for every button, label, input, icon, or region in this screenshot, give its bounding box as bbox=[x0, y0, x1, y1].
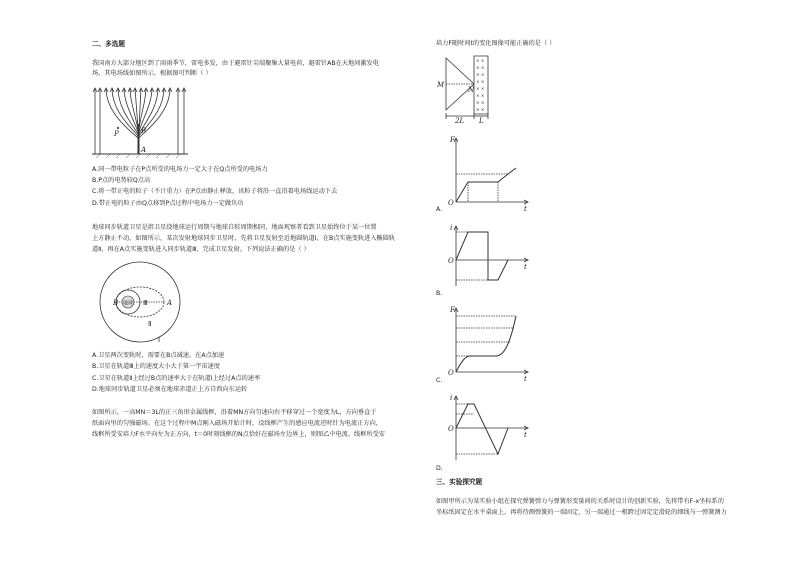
q3-graph-a bbox=[446, 134, 530, 213]
section-heading-multiple-choice: 二、多选题 bbox=[92, 40, 125, 48]
svg-text:× ×: × × bbox=[476, 100, 485, 105]
graph-b-origin: O bbox=[448, 257, 454, 265]
q1-option-d: D.带正电的粒子由Q点移到P点过程中电场力一定做负功 bbox=[92, 200, 244, 207]
q2-option-c: C.卫星在轨道Ⅱ上经过B点的速率大于在轨道Ⅰ上经过A点的速率 bbox=[92, 375, 261, 382]
svg-text:× ×: × × bbox=[476, 93, 485, 98]
q2-stem-line-3: 道Ⅱ，再在A点实施变轨进入同步轨道Ⅲ，完成卫星发射。下列说法正确的是（ ） bbox=[92, 246, 310, 253]
q2-label-earth: 地球 bbox=[123, 300, 134, 307]
graph-a-yaxis: F bbox=[450, 136, 455, 144]
q1-label-B: B bbox=[141, 127, 147, 135]
q1-option-a: A.同一带电粒子在P点所受的电场力一定大于在Q点所受的电场力 bbox=[92, 166, 268, 173]
q2-option-b: B.卫星在轨道Ⅲ上的速度大小大于第一宇宙速度 bbox=[92, 363, 221, 370]
q3-stem-line-2: 纸面向里的匀强磁场。在这个过程中M点刚入磁场开始计时，设线框产生的感应电流逆时针为电流正方向， bbox=[92, 420, 382, 427]
q3-triangle-field-figure bbox=[436, 54, 496, 124]
q3-graph-c bbox=[446, 304, 530, 383]
q2-label-orbit-II: Ⅱ bbox=[148, 320, 152, 328]
q2-option-a: A.卫星两次变轨时，需要在B点减速，在A点加速 bbox=[92, 352, 225, 359]
q3-label-N: N bbox=[468, 86, 475, 94]
q2-satellite-orbit-figure bbox=[92, 260, 188, 344]
graph-c-option-label: C. bbox=[436, 377, 443, 384]
q2-label-B: B bbox=[113, 299, 119, 307]
q3-stem-line-4: 培力F随时间t的变化图像可能正确的是（ ） bbox=[436, 40, 556, 47]
graph-d-xaxis: t bbox=[524, 431, 527, 439]
graph-c-yaxis: F bbox=[450, 306, 455, 314]
svg-text:× ×: × × bbox=[476, 79, 485, 84]
q3-label-L: L bbox=[479, 117, 484, 125]
q3-label-M: M bbox=[437, 81, 445, 89]
q1-lightning-rod-field-figure bbox=[92, 84, 188, 158]
graph-b-xaxis: t bbox=[524, 263, 527, 271]
q2-label-orbit-III: Ⅲ bbox=[143, 299, 148, 307]
q3-label-2L: 2L bbox=[455, 117, 465, 125]
q1-stem-line-1: 我国南方大部分地区到了雨雨季节，雷电多发，由于避雷针尖端聚集大量电荷，避雷针AB在天地间激发电 bbox=[92, 60, 379, 67]
q2-option-d: D.地球同步轨道卫星必须在地球赤道正上方自西向东运转 bbox=[92, 386, 248, 393]
q3-stem-line-3: 线框所受安培力F水平向左为正方向，t＝0时刻线框的N点恰好在磁场左边界上，则图乙中电流、线框所受安 bbox=[92, 431, 385, 438]
q4-stem-line-1: 如图甲所示为某实验小组在探究弹簧弹力与弹簧形变量间的关系时设计的创新实验，先将带有F-x坐标系的 bbox=[436, 498, 724, 505]
q1-option-b: B.P点的电势较Q点高 bbox=[92, 177, 151, 184]
graph-b-yaxis: i bbox=[450, 224, 453, 232]
q2-stem-line-1: 地球同步轨道卫星是指卫星绕地球运行周期与地球自转周期相同，地面观察者看到卫星始终位于某一位置 bbox=[92, 224, 377, 231]
svg-text:× ×: × × bbox=[476, 72, 485, 77]
graph-a-option-label: A. bbox=[436, 206, 443, 213]
q3-graph-d bbox=[446, 392, 530, 464]
svg-text:× ×: × × bbox=[476, 65, 485, 70]
q3-graph-b bbox=[446, 222, 530, 290]
section-heading-experiment: 三、实验探究题 bbox=[436, 478, 483, 486]
svg-text:× ×: × × bbox=[476, 107, 485, 112]
graph-b-option-label: B. bbox=[436, 290, 443, 297]
q2-stem-line-2: 上方静止不动。如图所示，某次发射地球同步卫星时，先将卫星发射至近地圆轨道Ⅰ，在B点实施变轨进入椭圆轨 bbox=[92, 235, 396, 242]
graph-a-xaxis: t bbox=[524, 205, 527, 213]
q3-stem-line-1: 如图所示，一高MN＝3L的正三角形金属线框，沿着MN方向匀速向右平移穿过一个宽度为L，方向垂直于 bbox=[92, 409, 377, 416]
graph-c-origin: O bbox=[448, 369, 454, 377]
q1-label-P: P bbox=[114, 130, 119, 138]
q2-label-orbit-I: Ⅰ bbox=[158, 336, 161, 344]
q1-stem-line-2: 场，其电场线如图所示，根据图可判断（ ） bbox=[92, 70, 212, 77]
svg-text:× ×: × × bbox=[476, 86, 485, 91]
graph-d-yaxis: i bbox=[450, 394, 453, 402]
graph-d-origin: O bbox=[448, 425, 454, 433]
q1-label-A: A bbox=[141, 146, 147, 154]
svg-text:× ×: × × bbox=[476, 58, 485, 63]
q2-label-A: A bbox=[167, 299, 173, 307]
q4-stem-line-2: 坐标纸固定在水平桌面上，再将待测弹簧的一端固定，另一端通过一根跨过固定定滑轮的细线与一弹簧测力 bbox=[436, 509, 727, 516]
graph-d-option-label: D. bbox=[436, 465, 443, 472]
graph-a-origin: O bbox=[448, 199, 454, 207]
graph-c-xaxis: t bbox=[524, 375, 527, 383]
q1-option-c: C.将一带正电的粒子（不计重力）在P点由静止释放，该粒子将沿一直沿着电场线运动下去 bbox=[92, 188, 338, 195]
